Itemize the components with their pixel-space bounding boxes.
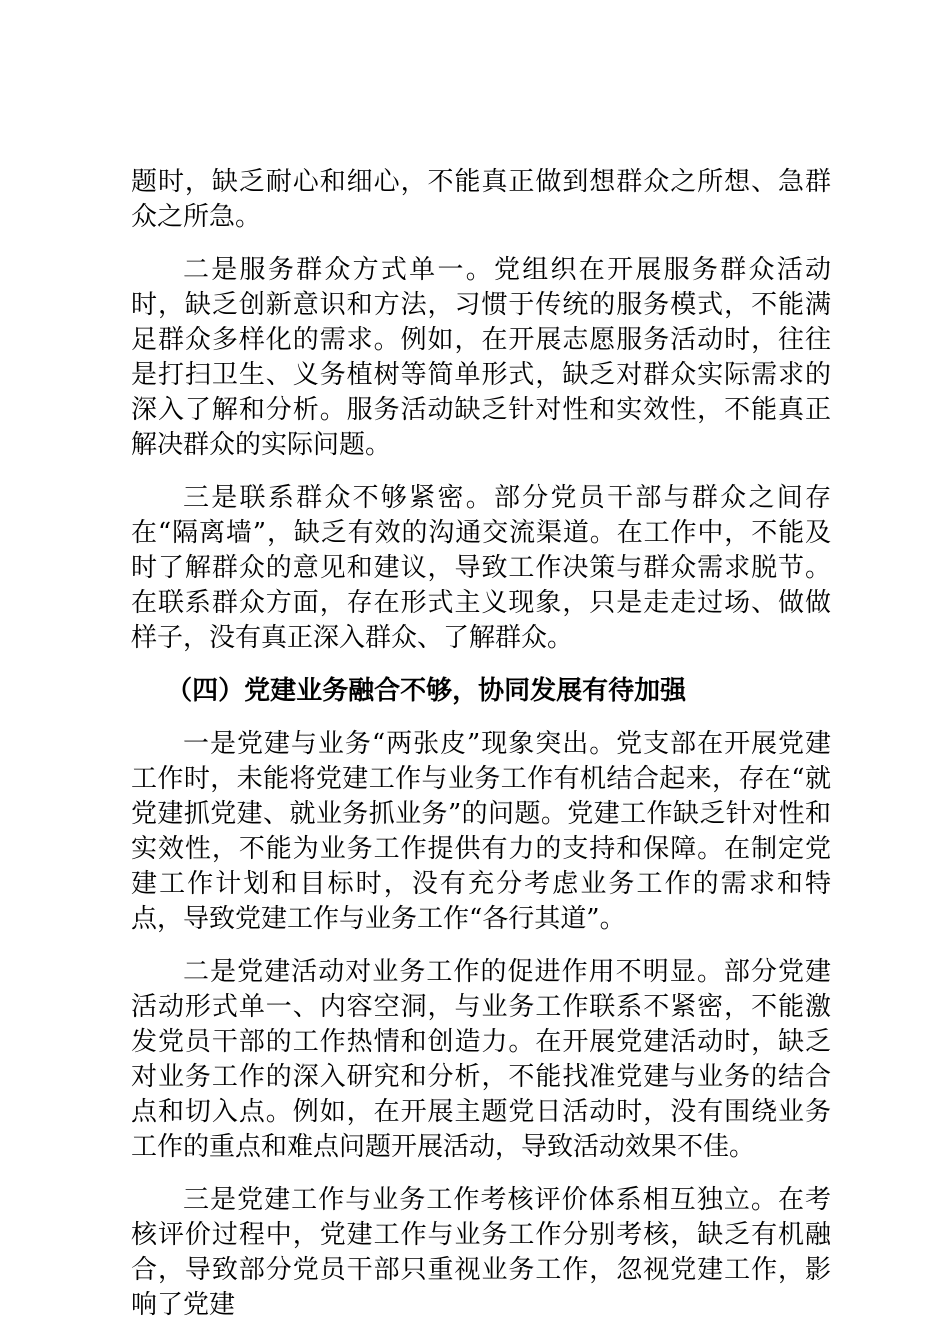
paragraph-contact-masses: 三是联系群众不够紧密。部分党员干部与群众之间存在“隔离墙”，缺乏有效的沟通交流渠道。在工作中，不能及时了解群众的意见和建议，导致工作决策与群众需求脱节。在联系群众方面，存在形式主义现象，只是走走过场、做做样子，没有真正深入群众、了解群众。 [131, 483, 831, 653]
document-page [131, 165, 831, 1341]
section-heading: （四）党建业务融合不够，协同发展有待加强 [166, 676, 687, 706]
paragraph-evaluation-system: 三是党建工作与业务工作考核评价体系相互独立。在考核评价过程中，党建工作与业务工作分别考核，缺乏有机融合，导致部分党员干部只重视业务工作，忽视党建工作，影响了党建 [131, 1185, 831, 1320]
paragraph-two-skins: 一是党建与业务“两张皮”现象突出。党支部在开展党建工作时，未能将党建工作与业务工作有机结合起来，存在“就党建抓党建、就业务抓业务”的问题。党建工作缺乏针对性和实效性，不能为业务工作提供有力的支持和保障。在制定党建工作计划和目标时，没有充分考虑业务工作的需求和特点，导致党建工作与业务工作“各行其道”。 [131, 729, 831, 934]
paragraph-party-activities: 二是党建活动对业务工作的促进作用不明显。部分党建活动形式单一、内容空洞，与业务工作联系不紧密，不能激发党员干部的工作热情和创造力。在开展党建活动时，缺乏对业务工作的深入研究和分析，不能找准党建与业务的结合点和切入点。例如，在开展主题党日活动时，没有围绕业务工作的重点和难点问题开展活动，导致活动效果不佳。 [131, 957, 831, 1162]
paragraph-continued: 题时，缺乏耐心和细心，不能真正做到想群众之所想、急群众之所急。 [131, 167, 831, 232]
paragraph-service-method: 二是服务群众方式单一。党组织在开展服务群众活动时，缺乏创新意识和方法，习惯于传统的服务模式，不能满足群众多样化的需求。例如，在开展志愿服务活动时，往往是打扫卫生、义务植树等简单形式，缺乏对群众实际需求的深入了解和分析。服务活动缺乏针对性和实效性，不能真正解决群众的实际问题。 [131, 255, 831, 460]
